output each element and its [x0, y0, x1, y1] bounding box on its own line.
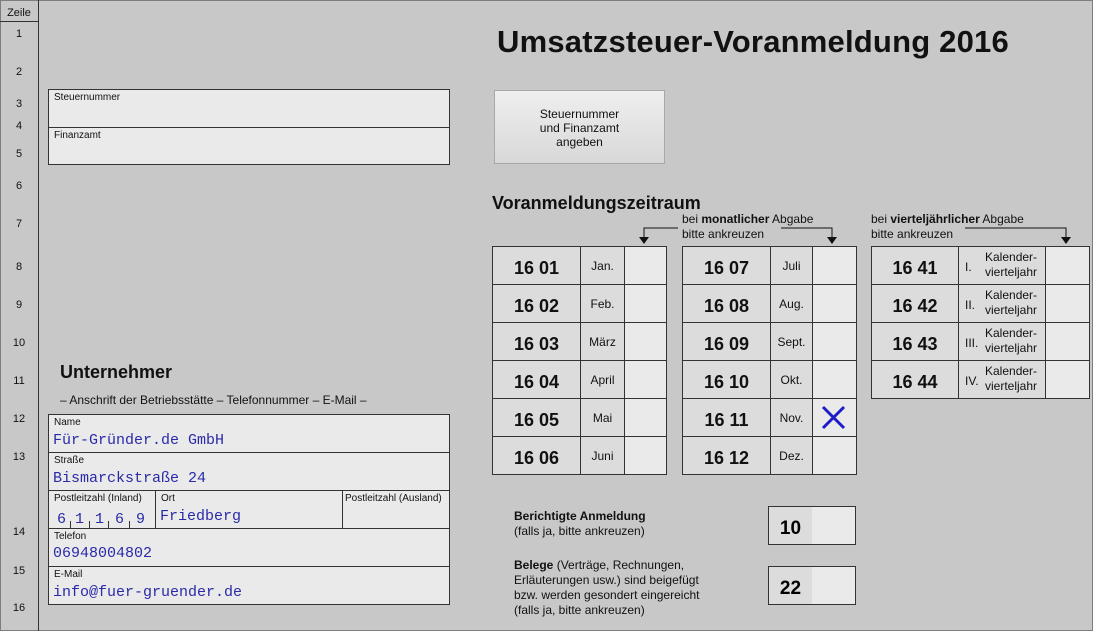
- month-label: Nov.: [771, 399, 813, 437]
- hint-line: und Finanzamt: [539, 121, 620, 135]
- quarter-code: 16 42: [872, 285, 959, 323]
- email-value: info@fuer-gruender.de: [53, 584, 243, 601]
- row-number: 1: [15, 28, 23, 40]
- row-header: Zeile: [7, 7, 31, 19]
- month-label: Juli: [771, 247, 813, 285]
- month-code: 16 03: [493, 323, 581, 361]
- strasse-field[interactable]: [48, 452, 450, 491]
- berichtigt-code: 10: [768, 506, 813, 545]
- row-number: 12: [12, 413, 26, 425]
- row-number: 11: [13, 375, 25, 387]
- hint-line: angeben: [556, 135, 603, 149]
- form-title: Umsatzsteuer-Voranmeldung 2016: [497, 24, 1009, 59]
- plz-ausland-field[interactable]: [342, 490, 450, 529]
- month-code: 16 02: [493, 285, 581, 323]
- plz-digit: 1: [75, 511, 85, 528]
- telefon-label: Telefon: [54, 531, 87, 542]
- row-number: 9: [15, 299, 23, 311]
- belege-checkbox[interactable]: [812, 566, 856, 605]
- unternehmer-subtitle: – Anschrift der Betriebsstätte – Telefonnummer – E-Mail –: [60, 393, 367, 407]
- period-title: Voranmeldungszeitraum: [492, 193, 701, 213]
- month-checkbox[interactable]: [625, 285, 666, 323]
- month-label: Mai: [581, 399, 625, 437]
- month-checkbox[interactable]: [625, 399, 666, 437]
- month-checkbox[interactable]: [625, 323, 666, 361]
- month-checkbox[interactable]: [813, 323, 856, 361]
- month-checkbox[interactable]: [625, 247, 666, 285]
- quarter-checkbox[interactable]: [1046, 361, 1089, 398]
- plz-digit: 6: [115, 511, 125, 528]
- row-number: 2: [15, 66, 23, 78]
- unternehmer-title: Unternehmer: [60, 362, 173, 382]
- steuernummer-label: Steuernummer: [54, 92, 121, 103]
- arrow-quarter-icon: [965, 228, 1066, 238]
- email-field[interactable]: [48, 566, 450, 605]
- row-number: 6: [15, 180, 23, 192]
- plz-inland-label: Postleitzahl (Inland): [54, 493, 142, 504]
- quarter-label: I. Kalender- vierteljahr: [959, 247, 1046, 285]
- month-code: 16 12: [683, 437, 771, 474]
- quarter-label: III. Kalender- vierteljahr: [959, 323, 1046, 361]
- ort-value: Friedberg: [160, 508, 242, 525]
- hint-line: Steuernummer: [539, 107, 620, 121]
- email-label: E-Mail: [54, 569, 83, 580]
- ort-field[interactable]: [155, 490, 343, 529]
- belege-code: 22: [768, 566, 813, 605]
- month-label: März: [581, 323, 625, 361]
- quarter-checkbox[interactable]: [1046, 247, 1089, 285]
- row-number: 14: [12, 526, 26, 538]
- month-label: April: [581, 361, 625, 399]
- telefon-value: 06948004802: [53, 545, 153, 562]
- berichtigt-text: Berichtigte Anmeldung (falls ja, bitte ankreuzen): [514, 509, 646, 538]
- month-checkbox[interactable]: [625, 361, 666, 399]
- quarter-checkbox[interactable]: [1046, 285, 1089, 323]
- row-number: 16: [12, 602, 26, 614]
- name-value: Für-Gründer.de GmbH: [53, 432, 225, 449]
- month-label: Sept.: [771, 323, 813, 361]
- row-number: 4: [15, 120, 23, 132]
- telefon-field[interactable]: [48, 528, 450, 567]
- check-x-icon: [813, 399, 856, 437]
- row-number: 15: [12, 565, 26, 577]
- name-field[interactable]: [48, 414, 450, 453]
- month-code: 16 06: [493, 437, 581, 474]
- month-grid-right: [682, 246, 857, 475]
- plz-digit: 1: [95, 511, 105, 528]
- strasse-label: Straße: [54, 455, 85, 466]
- row-number: 7: [15, 218, 23, 230]
- ort-label: Ort: [161, 493, 175, 504]
- row-number: 3: [15, 98, 23, 110]
- quarter-label: IV. Kalender- vierteljahr: [959, 361, 1046, 398]
- finanzamt-label: Finanzamt: [54, 130, 101, 141]
- month-checkbox[interactable]: [625, 437, 666, 474]
- quarter-code: 16 41: [872, 247, 959, 285]
- plz-inland-field[interactable]: [48, 490, 156, 529]
- month-label: Okt.: [771, 361, 813, 399]
- monthly-note: bei monatlicher Abgabe bitte ankreuzen: [682, 212, 814, 241]
- plz-ausland-label: Postleitzahl (Ausland): [345, 493, 442, 504]
- month-checkbox[interactable]: [813, 247, 856, 285]
- row-number: 8: [15, 261, 23, 273]
- month-checkbox[interactable]: [813, 437, 856, 474]
- plz-digit: 9: [136, 511, 146, 528]
- quarter-checkbox[interactable]: [1046, 323, 1089, 361]
- quarter-label: II. Kalender- vierteljahr: [959, 285, 1046, 323]
- plz-digit: 6: [57, 511, 67, 528]
- arrow-left-icon: [644, 228, 678, 238]
- month-label: Juni: [581, 437, 625, 474]
- month-code: 16 07: [683, 247, 771, 285]
- name-label: Name: [54, 417, 81, 428]
- arrow-right-icon: [781, 228, 832, 238]
- month-code: 16 04: [493, 361, 581, 399]
- quarter-code: 16 44: [872, 361, 959, 398]
- row-number: 13: [12, 451, 26, 463]
- belege-text: Belege (Verträge, Rechnungen, Erläuterungen usw.) sind beigefügt bzw. werden gesondert eingereicht (falls ja, bitte ankreuzen): [514, 558, 700, 617]
- month-label: Jan.: [581, 247, 625, 285]
- row-number: 5: [15, 148, 23, 160]
- quarterly-note: bei vierteljährlicher Abgabe bitte ankreuzen: [871, 212, 1024, 241]
- quarter-code: 16 43: [872, 323, 959, 361]
- quarter-grid: [871, 246, 1090, 399]
- row-number: 10: [12, 337, 26, 349]
- month-label: Feb.: [581, 285, 625, 323]
- strasse-value: Bismarckstraße 24: [53, 470, 207, 487]
- month-checkbox-checked[interactable]: [813, 399, 856, 437]
- month-code: 16 10: [683, 361, 771, 399]
- month-code: 16 11: [683, 399, 771, 437]
- month-code: 16 01: [493, 247, 581, 285]
- month-checkbox[interactable]: [813, 285, 856, 323]
- month-code: 16 05: [493, 399, 581, 437]
- month-code: 16 09: [683, 323, 771, 361]
- berichtigt-checkbox[interactable]: [812, 506, 856, 545]
- month-label: Aug.: [771, 285, 813, 323]
- month-checkbox[interactable]: [813, 361, 856, 399]
- month-grid-left: [492, 246, 667, 475]
- month-code: 16 08: [683, 285, 771, 323]
- month-label: Dez.: [771, 437, 813, 474]
